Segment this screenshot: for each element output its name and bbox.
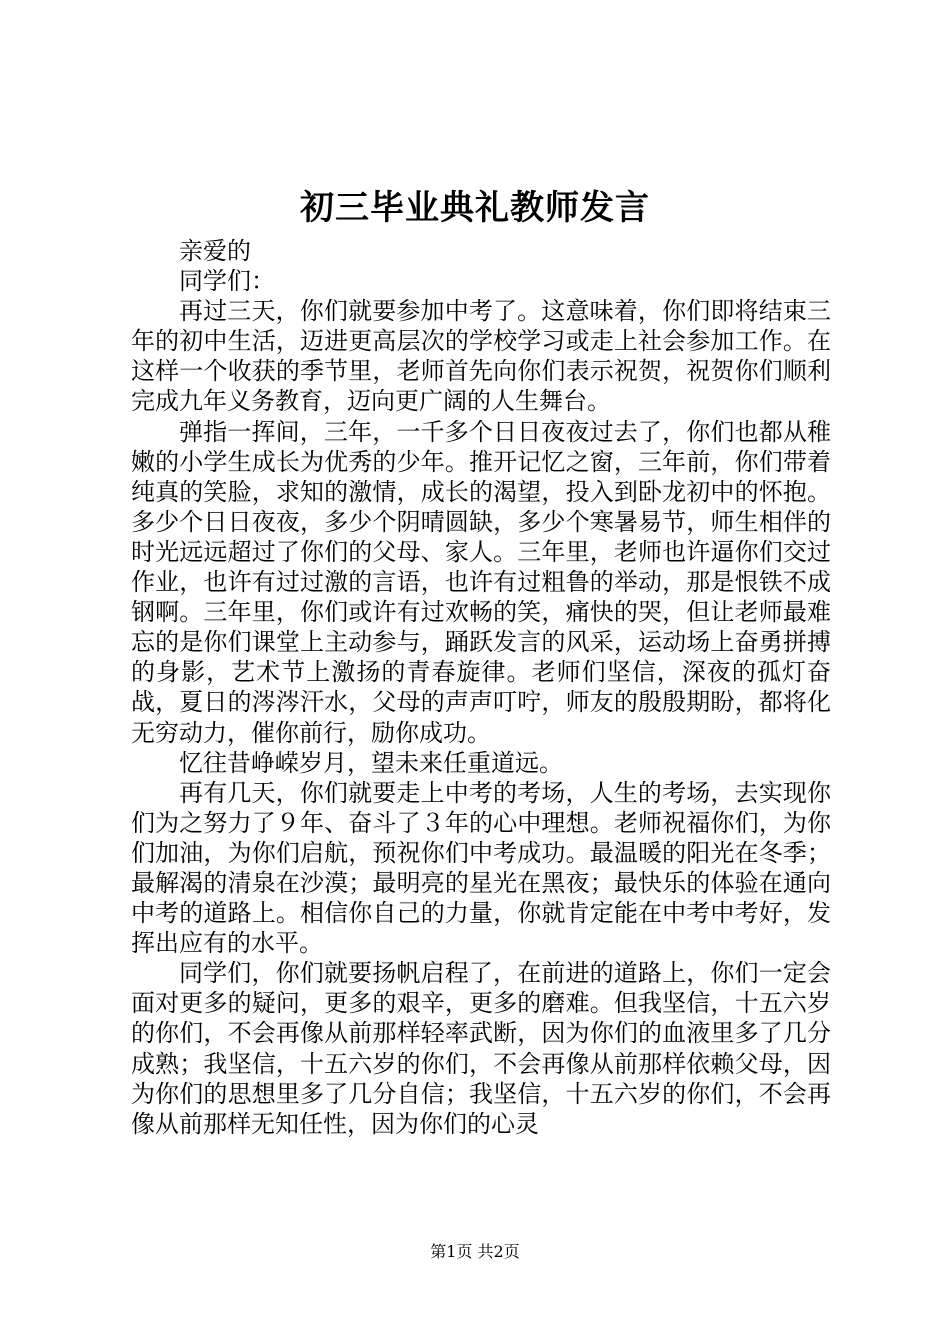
paragraph: 忆往昔峥嵘岁月，望未来任重道远。 <box>179 748 563 777</box>
document-title: 初三毕业典礼教师发言 <box>300 188 650 228</box>
greeting-line: 亲爱的 <box>179 237 251 265</box>
paragraph: 再有几天，你们就要走上中考的考场，人生的考场，去实现你们为之努力了９年、奋斗了３年的心中理想。老师祝福你们，为你们加油，为你们启航，预祝你们中考成功。最温暖的阳光在冬季；最解渴的清泉在沙漠；最明亮的星光在黑夜；最快乐的体验在通向中考的道路上。相信你自己的力量，你就肯定能在中考中考好，发挥出应有的水平。 <box>131 778 831 958</box>
document-body <box>131 236 831 1139</box>
paragraph: 同学们，你们就要扬帆启程了，在前进的道路上，你们一定会面对更多的疑问，更多的艰辛，更多的磨难。但我坚信，十五六岁的你们，不会再像从前那样轻率武断，因为你们的血液里多了几分成熟；我坚信，十五六岁的你们，不会再像从前那样依赖父母，因为你们的思想里多了几分自信；我坚信，十五六岁的你们，不会再像从前那样无知任性，因为你们的心灵 <box>131 959 831 1138</box>
paragraph: 弹指一挥间，三年，一千多个日日夜夜过去了，你们也都从稚嫩的小学生成长为优秀的少年。推开记忆之窗，三年前，你们带着纯真的笑脸，求知的激情，成长的渴望，投入到卧龙初中的怀抱。多少个日日夜夜，多少个阴晴圆缺，多少个寒暑易节，师生相伴的时光远远超过了你们的父母、家人。三年里，老师也许逼你们交过作业，也许有过过激的言语，也许有过粗鲁的举动，那是恨铁不成钢啊。三年里，你们或许有过欢畅的笑，痛快的哭，但让老师最难忘的是你们课堂上主动参与，踊跃发言的风采，运动场上奋勇拼搏的身影，艺术节上激扬的青春旋律。老师们坚信，深夜的孤灯奋战，夏日的涔涔汗水，父母的声声叮咛，师友的殷殷期盼，都将化无穷动力，催你前行，励你成功。 <box>131 417 831 747</box>
page-footer: 第1页 共2页 <box>430 1242 520 1261</box>
paragraph: 再过三天，你们就要参加中考了。这意味着，你们即将结束三年的初中生活，迈进更高层次的学校学习或走上社会参加工作。在这样一个收获的季节里，老师首先向你们表示祝贺，祝贺你们顺利完成九年义务教育，迈向更广阔的人生舞台。 <box>131 297 831 416</box>
greeting-line: 同学们： <box>179 267 275 296</box>
